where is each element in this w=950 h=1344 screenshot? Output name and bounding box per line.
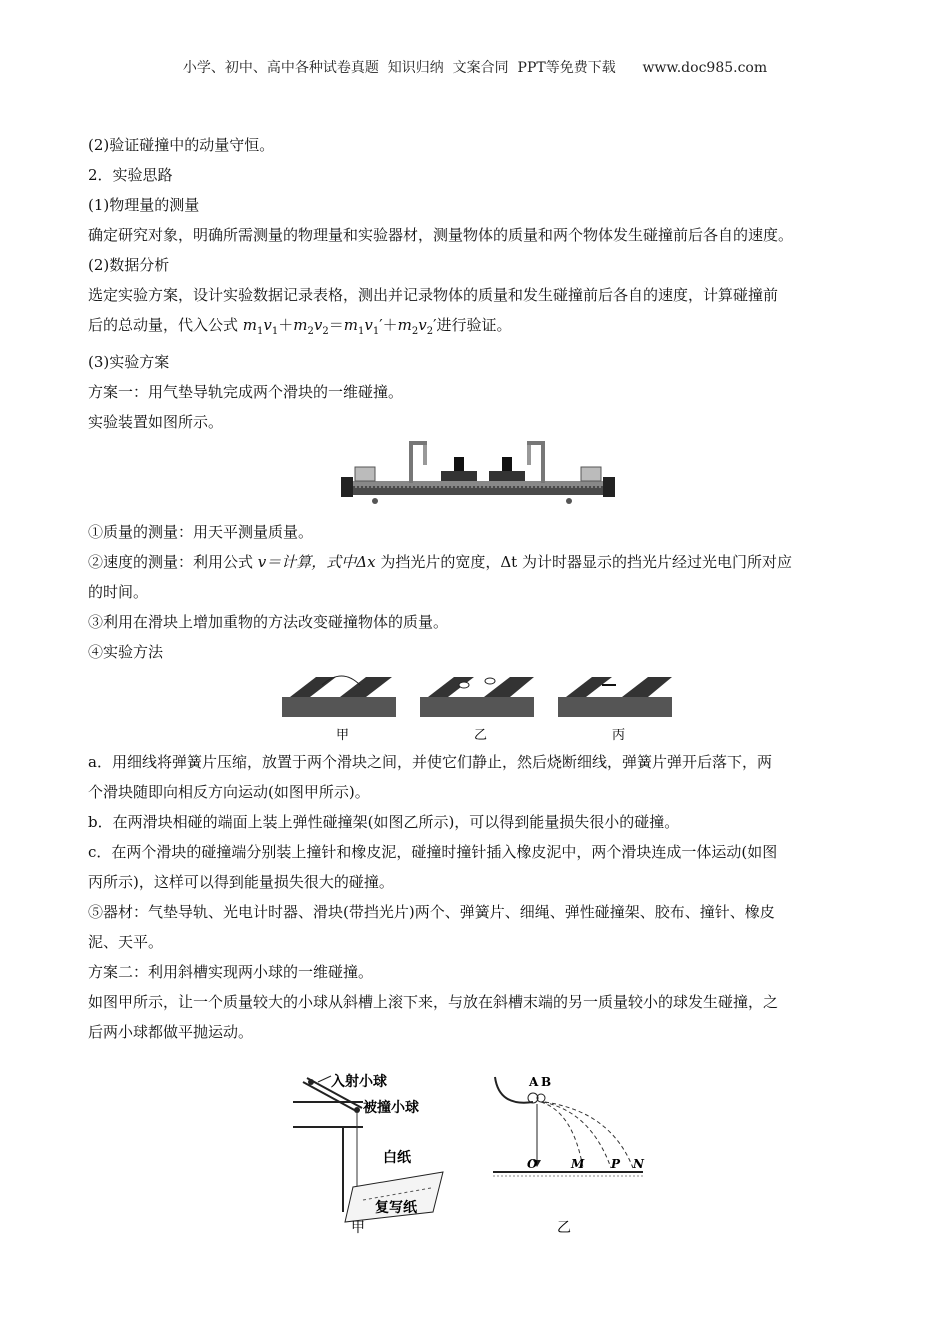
slider-left: [441, 471, 477, 481]
photogate-right-top: [527, 441, 545, 445]
caption-chute-jia: 甲: [351, 1220, 365, 1236]
method-yi-diagram: [418, 667, 538, 747]
bing-track: [558, 697, 672, 717]
mass-change: ③利用在滑块上增加重物的方法改变碰撞物体的质量。: [88, 613, 449, 631]
leveling-screw-right: [566, 498, 572, 504]
method-a-line2: 个滑块随即向相反方向运动(如图甲所示)。: [88, 783, 370, 801]
method-c-line2: 丙所示)，这样可以得到能量损失很大的碰撞。: [88, 873, 394, 891]
photogate-left-arm: [423, 445, 427, 465]
method-a-line1: a．用细线将弹簧片压缩，放置于两个滑块之间，并使它们静止，然后烧断细线，弹簧片弹开后落下，两: [88, 753, 772, 771]
chute-yi-diagram: [493, 1072, 673, 1237]
incident-ball: [308, 1079, 314, 1085]
label-P: P: [611, 1157, 621, 1171]
f-v1: v: [263, 316, 272, 334]
f-sv2: 2: [322, 326, 329, 337]
yi-bumper-left: [459, 682, 469, 688]
section-heading: 2．实验思路: [88, 166, 173, 184]
f-m1: m: [242, 316, 258, 334]
bumper-right: [581, 467, 601, 481]
setup-caption: 实验装置如图所示。: [88, 413, 224, 431]
leveling-screw-left: [372, 498, 378, 504]
label-incident-ball: 入射小球: [331, 1074, 387, 1090]
air-track-figure: [88, 437, 868, 517]
subheading-plan: (3)实验方案: [88, 353, 170, 371]
subheading-measurement: (1)物理量的测量: [88, 196, 200, 214]
f-m2b: m: [397, 316, 412, 334]
mass-measurement: ①质量的测量：用天平测量质量。: [88, 523, 314, 541]
plan-one: 方案一：用气垫导轨完成两个滑块的一维碰撞。: [88, 383, 404, 401]
slider-left-mass: [454, 457, 464, 471]
method-heading: ④实验方法: [88, 643, 164, 661]
photogate-left-post: [409, 443, 413, 483]
f-sv1b: 1: [372, 326, 380, 337]
velocity-measurement-cont: 的时间。: [88, 583, 149, 601]
f-m2: m: [293, 316, 308, 334]
f-v2b: v: [418, 316, 427, 334]
velocity-prefix: ②速度的测量：利用公式: [88, 553, 258, 571]
jia-slider-right: [340, 677, 392, 697]
label-B: B: [541, 1075, 552, 1089]
plan-two-desc-line1: 如图甲所示，让一个质量较大的小球从斜槽上滚下来，与放在斜槽末端的另一质量较小的球发生碰撞，之: [88, 993, 779, 1011]
track-rail: [345, 481, 611, 486]
label-A: A: [529, 1075, 539, 1089]
photogate-right-arm: [527, 445, 531, 465]
label-carbon-paper: 复写纸: [375, 1200, 417, 1216]
velocity-suffix: 为挡光片的宽度，Δt 为计时器显示的挡光片经过光电门所对应: [375, 553, 792, 571]
yi-bumper-right: [485, 678, 495, 684]
caption-jia: 甲: [336, 728, 350, 743]
methods-figure: [88, 667, 868, 747]
f-s2: 2: [307, 326, 314, 337]
paragraph-formula-line: [88, 310, 868, 347]
slider-right-mass: [502, 457, 512, 471]
leader-incident: [318, 1076, 331, 1082]
f-s1b: 1: [357, 326, 365, 337]
chute-curve: [495, 1077, 533, 1103]
track-end-right: [603, 477, 615, 497]
f-s1: 1: [257, 326, 264, 337]
f-v1b: v: [364, 316, 373, 334]
caption-bing: 丙: [612, 728, 626, 743]
equipment-line1: ⑤器材：气垫导轨、光电计时器、滑块(带挡光片)两个、弹簧片、细绳、弹性碰撞架、胶布、撞针、橡皮: [88, 903, 775, 921]
line-purpose: (2)验证碰撞中的动量守恒。: [88, 136, 275, 154]
method-c-line1: c．在两个滑块的碰撞端分别装上撞针和橡皮泥，碰撞时撞针插入橡皮泥中，两个滑块连成一体运动(如图: [88, 843, 778, 861]
bing-slider-left: [566, 677, 612, 697]
f-eq: ＝: [328, 316, 344, 334]
photogate-right-post: [541, 443, 545, 483]
subheading-analysis: (2)数据分析: [88, 256, 170, 274]
paragraph-measurement: 确定研究对象，明确所需测量的物理量和实验器材，测量物体的质量和两个物体发生碰撞前后各自的速度。: [88, 226, 794, 244]
label-M: M: [571, 1157, 585, 1171]
label-N: N: [633, 1157, 644, 1171]
photogate-left-top: [409, 441, 427, 445]
f-v2: v: [313, 316, 323, 334]
caption-yi: 乙: [474, 728, 488, 743]
bing-slider-right: [622, 677, 672, 697]
f-p2: ′: [433, 316, 437, 334]
method-jia-diagram: [280, 667, 400, 747]
air-track-diagram: [341, 437, 616, 517]
plan-two: 方案二：利用斜槽实现两小球的一维碰撞。: [88, 963, 374, 981]
f-plus: ＋: [278, 316, 294, 334]
velocity-measurement: [88, 547, 868, 577]
f-sv1: 1: [271, 326, 279, 337]
label-target-ball: 被撞小球: [363, 1100, 419, 1116]
method-bing-diagram: [556, 667, 676, 747]
f-m1b: m: [343, 316, 358, 334]
jia-track: [282, 697, 396, 717]
document-body: [88, 130, 868, 1247]
formula-suffix: 进行验证。: [436, 316, 512, 334]
f-p1: ′: [379, 316, 383, 334]
equipment-line2: 泥、天平。: [88, 933, 164, 951]
plan-two-desc-line2: 后两小球都做平抛运动。: [88, 1023, 254, 1041]
bumper-left: [355, 467, 375, 481]
paragraph-analysis: 选定实验方案，设计实验数据记录表格，测出并记录物体的质量和发生碰撞前后各自的速度，计算碰撞前: [88, 286, 779, 304]
method-b: b．在两滑块相碰的端面上装上弹性碰撞架(如图乙所示)，可以得到能量损失很小的碰撞。: [88, 813, 680, 831]
f-sv2b: 2: [426, 326, 434, 337]
page-header: 小学、初中、高中各种试卷真题 知识归纳 文案合同 PPT等免费下载 www.doc985.com: [182, 60, 768, 76]
label-white-paper: 白纸: [383, 1150, 411, 1166]
velocity-formula: v＝计算，式中Δx: [257, 553, 376, 571]
chute-figure: [88, 1072, 868, 1247]
formula-prefix: 后的总动量，代入公式: [88, 316, 243, 334]
track-end-left: [341, 477, 353, 497]
chute-jia-diagram: [283, 1072, 463, 1237]
slider-right: [489, 471, 525, 481]
f-plus2: ＋: [382, 316, 398, 334]
yi-track: [420, 697, 534, 717]
caption-chute-yi: 乙: [557, 1220, 571, 1236]
label-O: O: [527, 1157, 538, 1171]
f-s2b: 2: [411, 326, 419, 337]
